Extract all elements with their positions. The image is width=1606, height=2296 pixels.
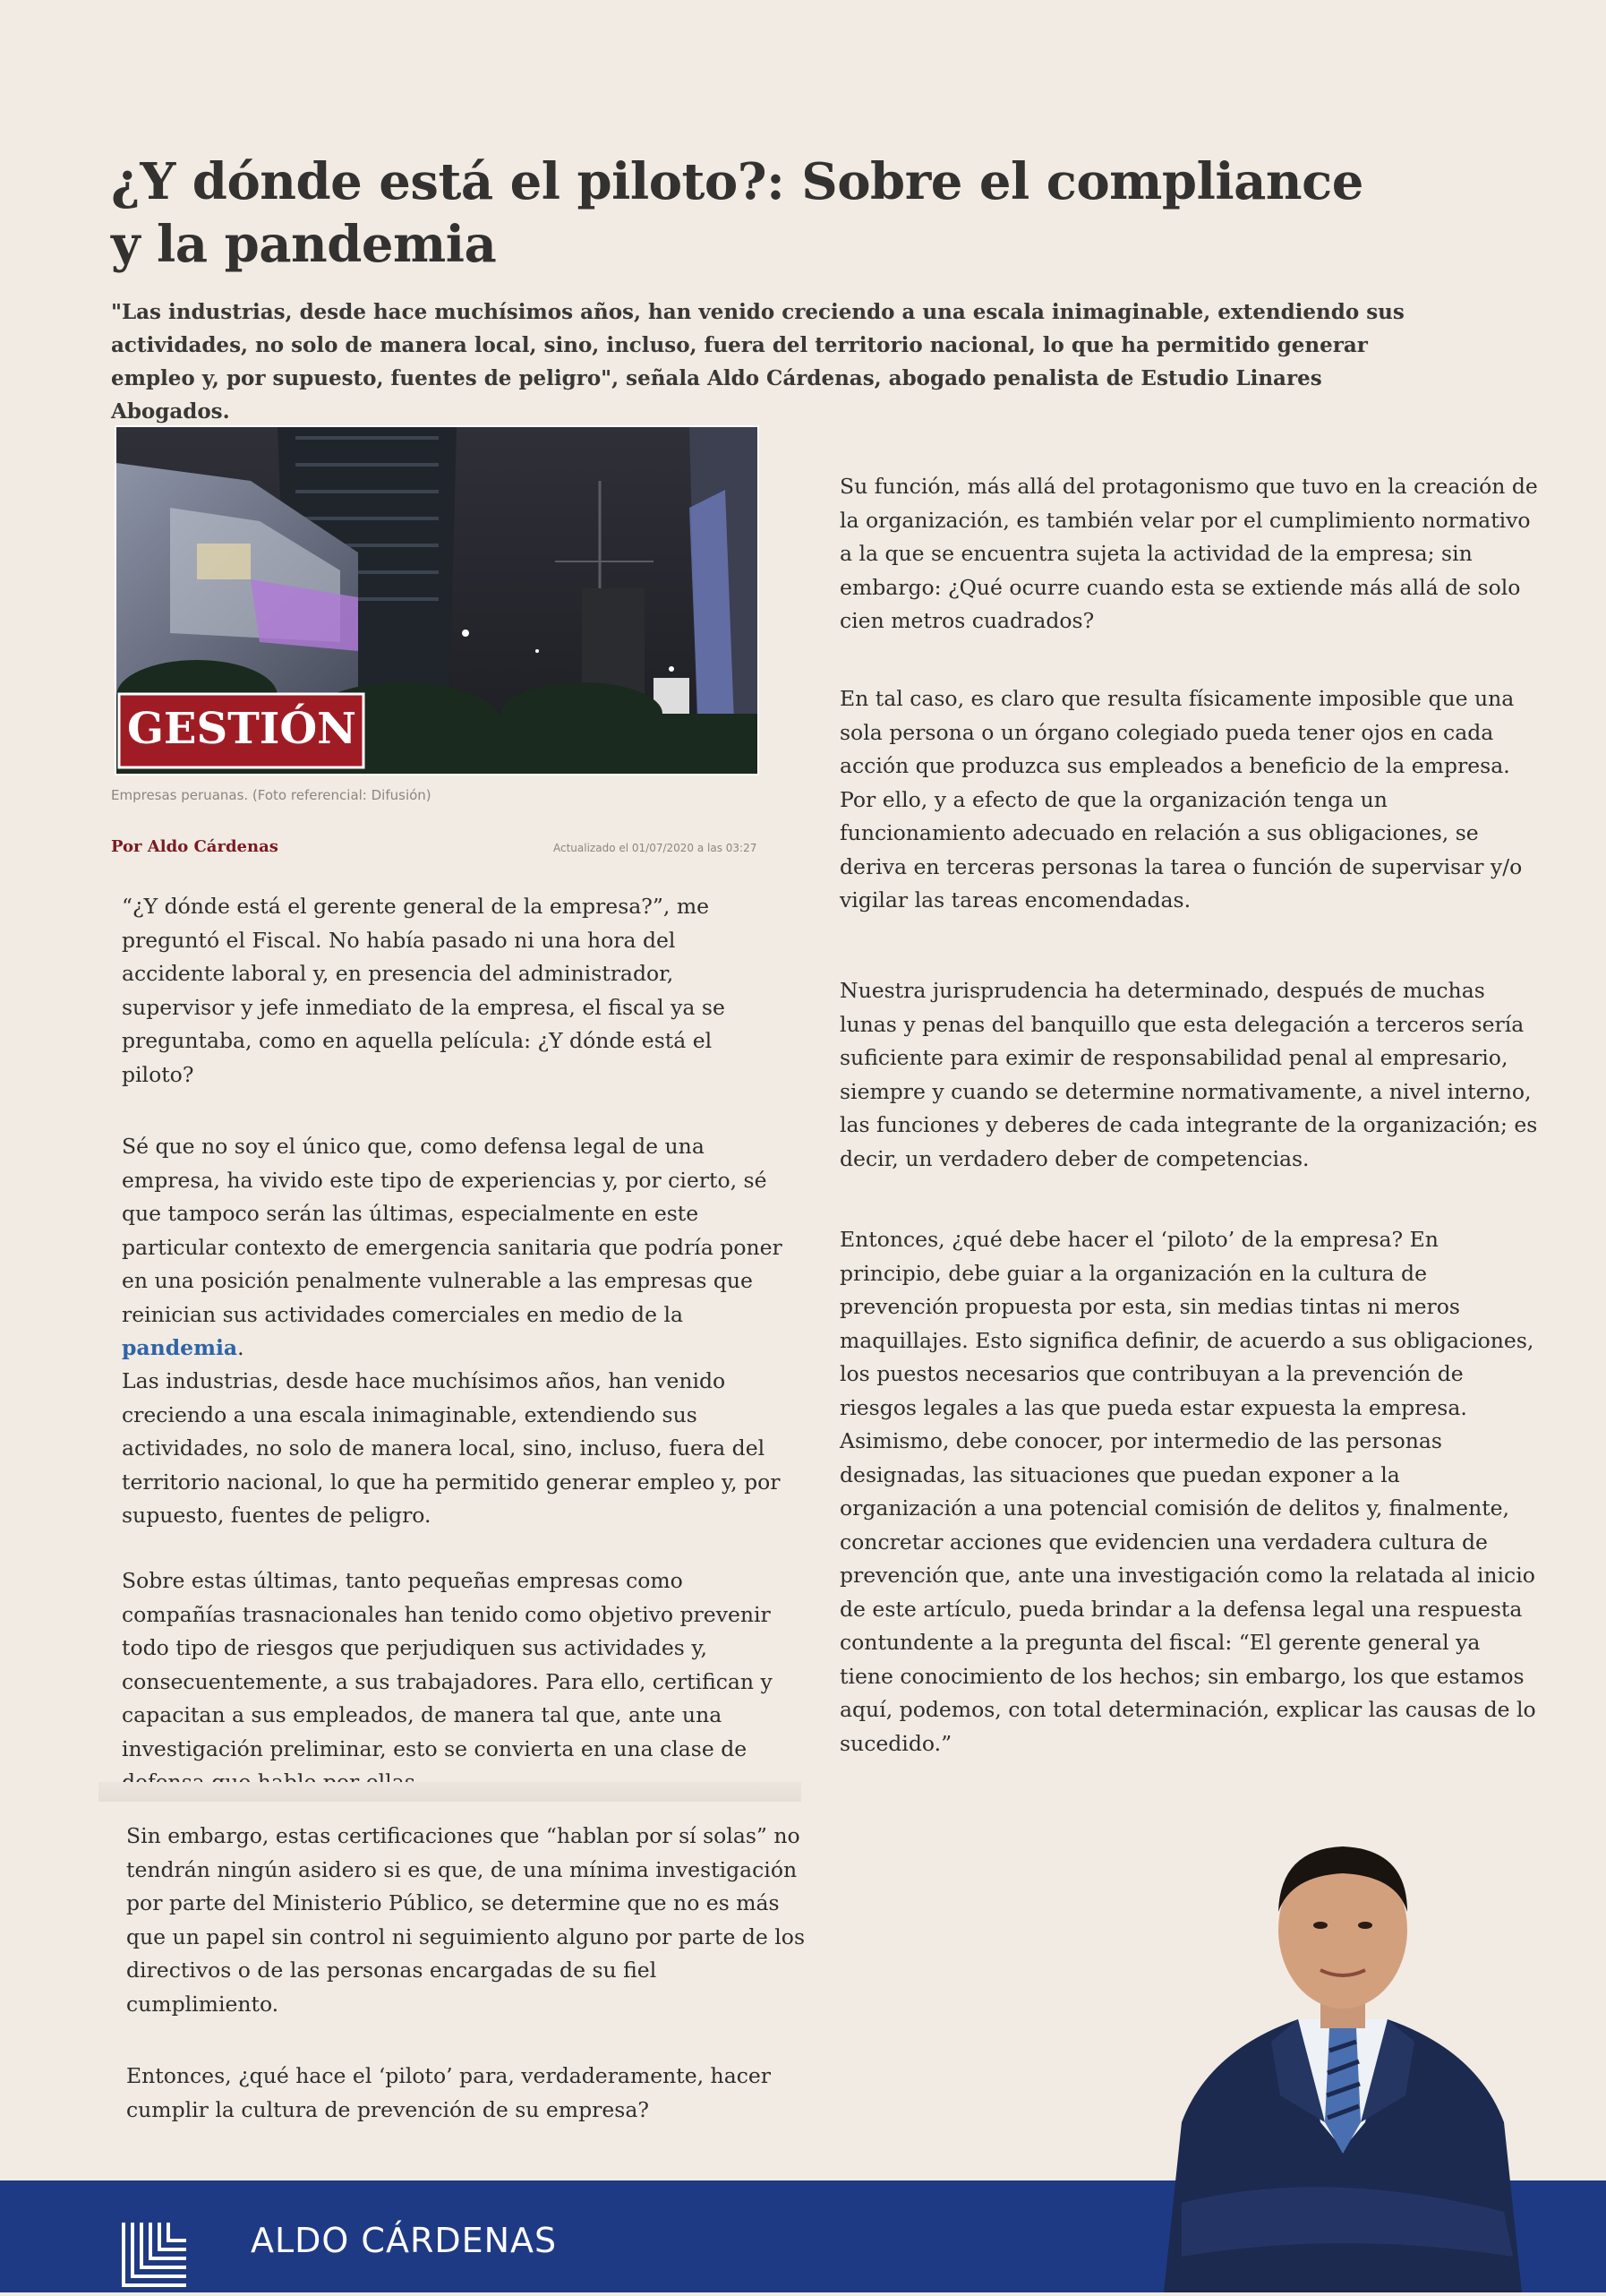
body-paragraph-1: “¿Y dónde está el gerente general de la empresa?”, me preguntó el Fiscal. No había pasado ni una hora del accidente laboral y, en presencia del administrador, supervisor y jefe inmediato de la empresa, el fiscal ya se preguntaba, como en aquella película: ¿Y dónde está el piloto? — [122, 894, 725, 1087]
body-paragraph-7: Su función, más allá del protagonismo que tuvo en la creación de la organización, es también velar por el cumplimiento normativo a la que se encuentra sujeta la actividad de la empresa; sin embargo: ¿Qué ocurre cuando esta se extiende más allá de solo cien metros cuadrados? — [840, 474, 1538, 633]
body-paragraph-9: Nuestra jurisprudencia ha determinado, después de muchas lunas y penas del banquillo que esta delegación a terceros sería suficiente para eximir de responsabilidad penal al empresario, siempre y cuando se determine normativamente, a nivel interno, las funciones y deberes de cada integrante de la organización; es decir, un verdadero deber de competencias. — [840, 978, 1538, 1171]
article-photo — [115, 425, 759, 775]
article-lead: "Las industrias, desde hace muchísimos años, han venido creciendo a una escala inimaginable, extendiendo sus actividades, no solo de manera local, sino, incluso, fuera del territorio nacional, lo que ha permitido generar empleo y, por supuesto, fuentes de peligro", señala Aldo Cárdenas, abogado penalista de Estudio Linares Abogados. — [111, 300, 1405, 424]
body-paragraph-4: Sobre estas últimas, tanto pequeñas empresas como compañías trasnacionales han tenido como objetivo prevenir todo tipo de riesgos que perjudiquen sus actividades y, consecuentemente, a sus trabajadores. Para ello, certifican y capacitan a sus empleados, de manera tal que, ante una investigación preliminar, esto se convierta en una clase de — [122, 1568, 773, 1761]
body-paragraph-10: Entonces, ¿qué debe hacer el ‘piloto’ de la empresa? En principio, debe guiar a la organización en la cultura de prevención propuesta por esta, sin medias tintas ni meros maquillajes. Esto significa definir, de acuerdo a sus obligaciones, los puestos necesarios que contribuyan a la prevención de riesgos legales a las que pueda estar expuesta la empresa. Asimismo, debe conocer, por intermedio de las personas designadas, las situaciones que puedan exponer a la organización a una potencial comisión de delitos y, finalmente, concretar acciones que evidencien una verdadera cultura de prevención que, ante una investigación como la relatada al inicio de este artículo, pueda brindar a la defensa legal una respuesta contundente a la pregunta del fiscal: “El gerente general ya tiene conocimiento de los hechos; sin embargo, los que estamos aquí, podemos, con total determinación, explicar las causas de lo sucedido.” — [840, 1227, 1536, 1756]
section-divider-band — [98, 1782, 801, 1802]
author-byline: Por Aldo Cárdenas — [111, 837, 278, 856]
body-paragraph-8: En tal caso, es claro que resulta físicamente imposible que una sola persona o un órgano colegiado pueda tener ojos en cada acción que produzca sus empleados a beneficio de la empresa. Por ello, y a efecto de que la organización tenga un funcionamiento adecuado en relación a sus obligaciones, se deriva en terceras personas la tarea o función de supervisar y/o vigilar las tareas encomendadas. — [840, 686, 1523, 912]
article-title: ¿Y dónde está el piloto?: Sobre el compliance y la pandemia — [111, 152, 1363, 274]
photo-caption: Empresas peruanas. (Foto referencial: Difusión) — [111, 787, 431, 803]
stacked-lines-logo-icon — [120, 2223, 186, 2289]
body-paragraph-3: Las industrias, desde hace muchísimos años, han venido creciendo a una escala inimaginable, extendiendo sus actividades, no solo de manera local, sino, incluso, fuera del territorio nacional, lo que ha permitido generar empleo y, por supuesto, fuentes de peligro. — [122, 1368, 781, 1528]
body-paragraph-5: Sin embargo, estas certificaciones que “hablan por sí solas” no tendrán ningún asidero si es que, de una mínima investigación por parte del Ministerio Público, se determine que no es más que un papel sin control ni seguimiento alguno por parte de los directivos o de las personas encargadas de su fiel cumplimiento. — [126, 1823, 806, 2017]
body-paragraph-6: Entonces, ¿qué hace el ‘piloto’ para, verdaderamente, hacer cumplir la cultura de prevención de su empresa? — [126, 2063, 772, 2122]
body-paragraph-2: Sé que no soy el único que, como defensa legal de una empresa, ha vivido este tipo de experiencias y, por cierto, sé que tampoco serán las últimas, especialmente en este particular contexto de emergencia sanitaria que podría poner en una posición penalmente vulnerable a las empresas que reinician sus actividades comerciales en medio de la pandemia. — [122, 1134, 782, 1360]
gestion-logo-text: GESTIÓN — [126, 704, 357, 754]
author-portrait — [1146, 1827, 1540, 2292]
pandemia-link[interactable]: pandemia — [122, 1335, 238, 1360]
footer-author-name: ALDO CÁRDENAS — [251, 2221, 558, 2260]
updated-timestamp: Actualizado el 01/07/2020 a las 03:27 — [553, 842, 757, 854]
city-night-photo — [116, 427, 757, 774]
